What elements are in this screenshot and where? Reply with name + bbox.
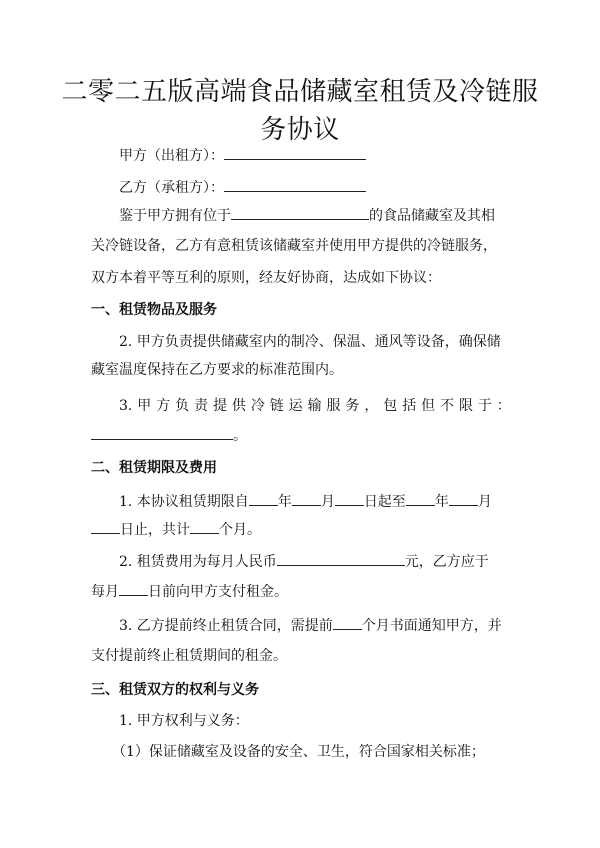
preamble-line1 xyxy=(119,204,539,226)
item3-char: 但 xyxy=(421,398,436,414)
section1-item3-line2 xyxy=(91,424,511,446)
party-b-line xyxy=(119,176,539,198)
fee-text: 元，乙方应于 xyxy=(404,554,489,570)
item3-char: ： xyxy=(496,398,511,414)
item3-char: ， xyxy=(364,398,379,414)
fee-text: 日前向甲方支付租金。 xyxy=(148,584,288,600)
end-day-blank xyxy=(91,518,120,534)
item3-char: 供 xyxy=(231,398,246,414)
party-a-blank xyxy=(224,144,366,160)
item3-char: 3. xyxy=(119,398,133,414)
preamble-text-start: 鉴于甲方拥有位于 xyxy=(119,208,231,224)
item3-char: 运 xyxy=(288,398,303,414)
item3-char: 限 xyxy=(458,398,473,414)
term-text: 年 xyxy=(434,494,449,510)
start-year-blank xyxy=(249,490,278,506)
end-year-blank xyxy=(406,490,435,506)
document-title-line1: 二零二五版高端食品储藏室租赁及冷链服 xyxy=(61,77,539,107)
start-month-blank xyxy=(292,490,321,506)
item3-char: 包 xyxy=(383,398,398,414)
preamble-line3: 双方本着平等互利的原则，经友好协商，达成如下协议： xyxy=(91,270,441,286)
section1-item3-end: 。 xyxy=(233,428,247,444)
party-b-blank xyxy=(224,176,366,192)
payment-day-blank xyxy=(119,580,148,596)
document-title-line2: 务协议 xyxy=(260,115,340,145)
term-text: 月 xyxy=(320,494,335,510)
item3-char: 输 xyxy=(307,398,322,414)
section2-item2-line2 xyxy=(91,580,511,602)
fee-text: 每月 xyxy=(91,584,119,600)
preamble-text-end: 的食品储藏室及其相 xyxy=(369,208,495,224)
transport-scope-blank xyxy=(91,424,233,440)
end-month-blank xyxy=(449,490,478,506)
location-blank xyxy=(231,204,369,220)
item3-char: 务 xyxy=(345,398,360,414)
party-b-label: 乙方（承租方）： xyxy=(119,180,224,196)
section2-item2-line1 xyxy=(119,550,539,572)
item3-char: 不 xyxy=(440,398,455,414)
term-text: 日止，共计 xyxy=(120,522,190,538)
item3-char: 责 xyxy=(194,398,209,414)
section3-heading: 三、租赁双方的权利与义务 xyxy=(91,682,259,698)
section3-item1-sub1: （1）保证储藏室及设备的安全、卫生，符合国家相关标准； xyxy=(112,744,485,760)
term-text: 月 xyxy=(477,494,492,510)
section2-item3-line1 xyxy=(119,614,539,636)
total-months-blank xyxy=(190,518,219,534)
section2-heading: 二、租赁期限及费用 xyxy=(91,460,217,476)
preamble-line2: 关冷链设备，乙方有意租赁该储藏室并使用甲方提供的冷链服务， xyxy=(91,238,497,254)
monthly-rent-blank xyxy=(277,550,405,566)
section2-item1-line2 xyxy=(91,518,511,540)
termination-text: 个月书面通知甲方，并 xyxy=(361,618,502,634)
party-a-label: 甲方（出租方）： xyxy=(119,148,224,164)
section1-item3-line1 xyxy=(119,396,511,416)
party-a-line xyxy=(119,144,539,166)
section1-item2-line1: 2. 甲方负责提供储藏室内的制冷、保温、通风等设备，确保储 xyxy=(119,334,501,350)
item3-char: 提 xyxy=(212,398,227,414)
item3-char: 甲 xyxy=(137,398,152,414)
item3-char: 冷 xyxy=(250,398,265,414)
term-text: 1. 本协议租赁期限自 xyxy=(119,494,249,510)
item3-char: 括 xyxy=(402,398,417,414)
fee-text: 2. 租赁费用为每月人民币 xyxy=(119,554,277,570)
termination-text: 3. 乙方提前终止租赁合同，需提前 xyxy=(119,618,333,634)
term-text: 日起至 xyxy=(363,494,406,510)
section2-item1-line1 xyxy=(119,490,539,512)
term-text: 个月。 xyxy=(219,522,261,538)
item3-char: 服 xyxy=(326,398,341,414)
section1-heading: 一、租赁物品及服务 xyxy=(91,302,217,318)
item3-char: 于 xyxy=(477,398,492,414)
item3-char: 负 xyxy=(175,398,190,414)
item3-char: 链 xyxy=(269,398,284,414)
item3-char: 方 xyxy=(156,398,171,414)
section1-item2-line2: 藏室温度保持在乙方要求的标准范围内。 xyxy=(91,362,343,378)
section3-item1: 1. 甲方权利与义务： xyxy=(119,713,249,729)
notice-months-blank xyxy=(333,614,362,630)
term-text: 年 xyxy=(277,494,292,510)
start-day-blank xyxy=(335,490,364,506)
section2-item3-line2: 支付提前终止租赁期间的租金。 xyxy=(91,648,287,664)
